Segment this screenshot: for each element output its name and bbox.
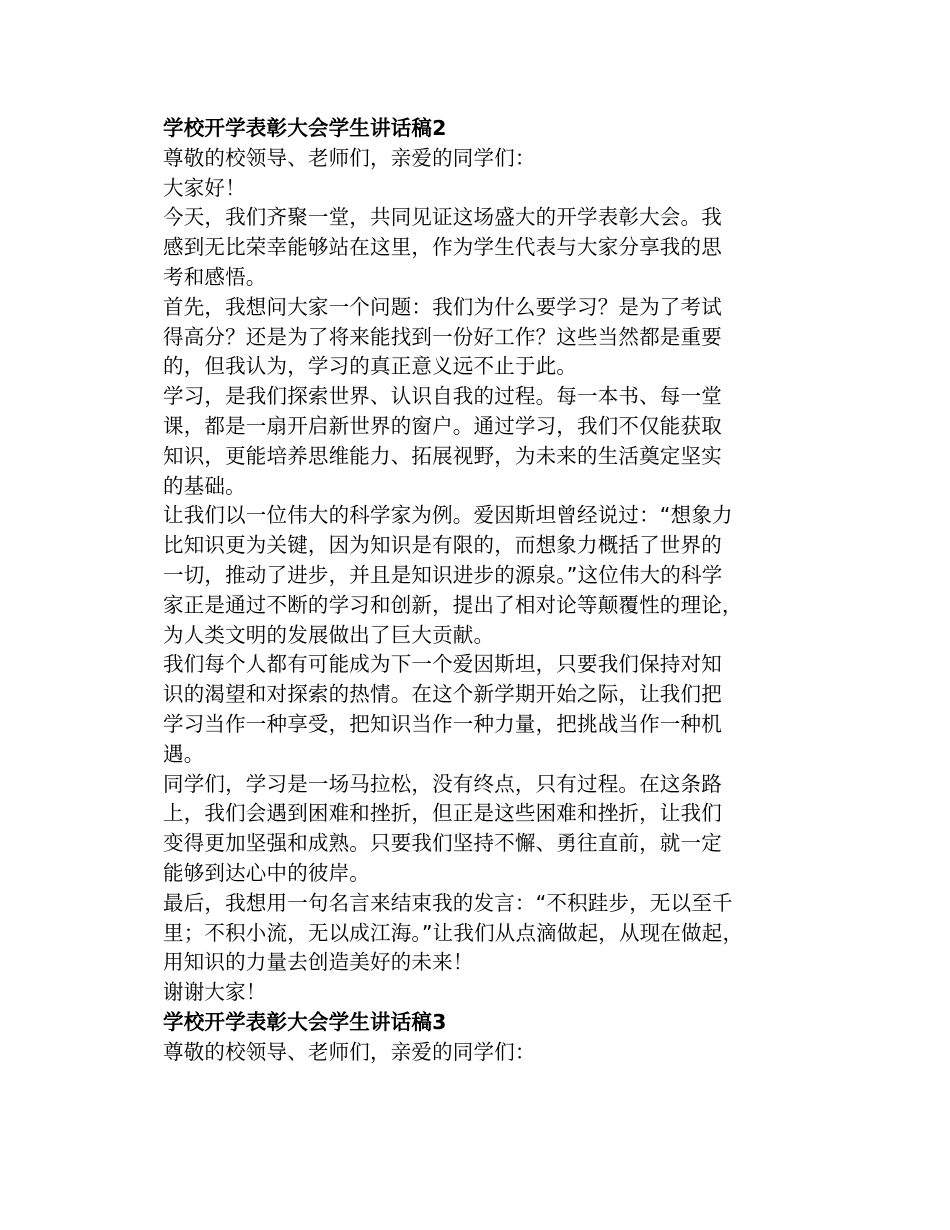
paragraph-line: 同学们，学习是一场马拉松，没有终点，只有过程。在这条路 bbox=[163, 771, 722, 796]
paragraph-line: 变得更加坚强和成熟。只要我们坚持不懈、勇往直前，就一定 bbox=[163, 831, 722, 856]
closing-line: 谢谢大家！ bbox=[163, 980, 267, 1005]
paragraph-line: 得高分？还是为了将来能找到一份好工作？这些当然都是重要 bbox=[163, 324, 722, 349]
paragraph-line: 感到无比荣幸能够站在这里，作为学生代表与大家分享我的思 bbox=[163, 235, 722, 260]
paragraph-line: 考和感悟。 bbox=[163, 264, 267, 289]
paragraph-line: 遇。 bbox=[163, 741, 205, 766]
paragraph-line: 识的渴望和对探索的热情。在这个新学期开始之际，让我们把 bbox=[163, 682, 722, 707]
paragraph-line: 上，我们会遇到困难和挫折，但正是这些困难和挫折，让我们 bbox=[163, 801, 722, 826]
paragraph-line: 能够到达心中的彼岸。 bbox=[163, 860, 370, 885]
salutation: 尊敬的校领导、老师们，亲爱的同学们： bbox=[163, 1039, 536, 1064]
paragraph-line: 里；不积小流，无以成江海。”让我们从点滴做起，从现在做起， bbox=[163, 920, 744, 945]
paragraph-line: 学习当作一种享受，把知识当作一种力量，把挑战当作一种机 bbox=[163, 711, 722, 736]
paragraph-line: 最后，我想用一句名言来结束我的发言：“不积跬步，无以至千 bbox=[163, 890, 733, 915]
paragraph-line: 一切，推动了进步，并且是知识进步的源泉。”这位伟大的科学 bbox=[163, 562, 723, 587]
paragraph-line: 用知识的力量去创造美好的未来！ bbox=[163, 950, 474, 975]
salutation: 尊敬的校领导、老师们，亲爱的同学们： bbox=[163, 145, 536, 170]
paragraph-line: 让我们以一位伟大的科学家为例。爱因斯坦曾经说过：“想象力 bbox=[163, 503, 733, 528]
paragraph-line: 知识，更能培养思维能力、拓展视野，为未来的生活奠定坚实 bbox=[163, 443, 722, 468]
section-title: 学校开学表彰大会学生讲话稿2 bbox=[163, 116, 447, 140]
paragraph-line: 比知识更为关键，因为知识是有限的，而想象力概括了世界的 bbox=[163, 533, 722, 558]
paragraph-line: 为人类文明的发展做出了巨大贡献。 bbox=[163, 622, 495, 647]
section-title: 学校开学表彰大会学生讲话稿3 bbox=[163, 1009, 447, 1034]
document-page bbox=[163, 114, 803, 1068]
paragraph-line: 课，都是一扇开启新世界的窗户。通过学习，我们不仅能获取 bbox=[163, 413, 722, 438]
paragraph-line: 家正是通过不断的学习和创新，提出了相对论等颠覆性的理论， bbox=[163, 592, 743, 617]
greeting: 大家好！ bbox=[163, 175, 246, 200]
paragraph-line: 今天，我们齐聚一堂，共同见证这场盛大的开学表彰大会。我 bbox=[163, 205, 722, 230]
paragraph-line: 的，但我认为，学习的真正意义远不止于此。 bbox=[163, 354, 577, 379]
paragraph-line: 我们每个人都有可能成为下一个爱因斯坦，只要我们保持对知 bbox=[163, 652, 722, 677]
paragraph-line: 首先，我想问大家一个问题：我们为什么要学习？是为了考试 bbox=[163, 294, 722, 319]
paragraph-line: 的基础。 bbox=[163, 473, 246, 498]
paragraph-line: 学习，是我们探索世界、认识自我的过程。每一本书、每一堂 bbox=[163, 384, 722, 409]
